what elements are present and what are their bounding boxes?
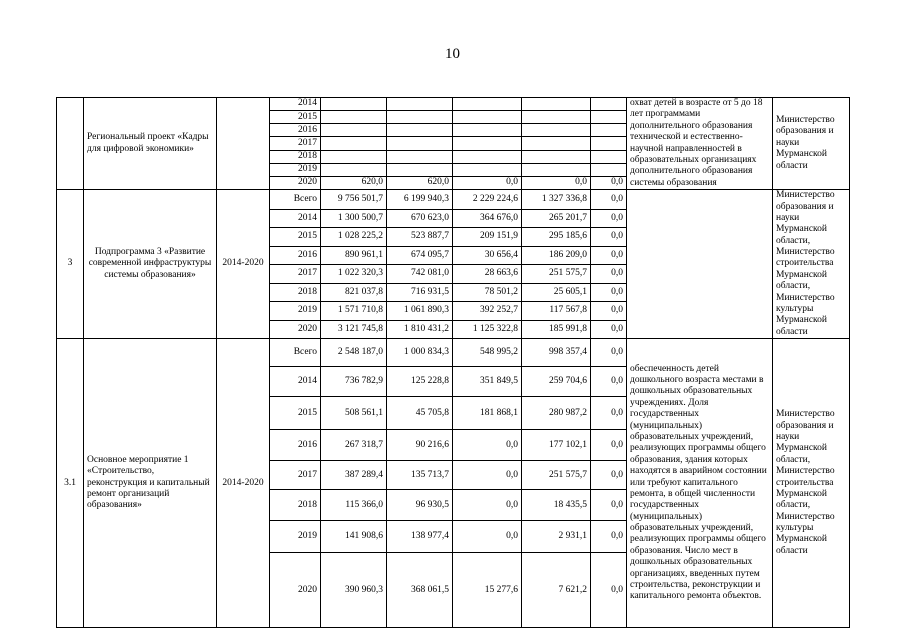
federal-cell: 209 151,9: [453, 228, 522, 246]
local-cell: 2 931,1: [522, 521, 591, 553]
federal-cell: 0,0: [453, 430, 522, 461]
regional-cell: 1 810 431,2: [387, 320, 453, 339]
federal-cell: 2 229 224,6: [453, 190, 522, 210]
regional-cell: 125 228,8: [387, 367, 453, 397]
s31-indicator-cell: [627, 339, 773, 628]
local-cell: 259 704,6: [522, 367, 591, 397]
regional-cell: [387, 137, 453, 150]
year-cell: 2017: [270, 461, 321, 490]
total-cell: [321, 124, 387, 137]
other-cell: 0,0: [591, 246, 627, 264]
total-cell: 890 961,1: [321, 246, 387, 264]
local-cell: 177 102,1: [522, 430, 591, 461]
indicator-cell: [627, 302, 773, 320]
year-cell: 2014: [270, 98, 321, 111]
regional-cell: 1 000 834,3: [387, 339, 453, 367]
year-cell: 2016: [270, 246, 321, 264]
other-cell: 0,0: [591, 209, 627, 227]
total-cell: 390 960,3: [321, 553, 387, 628]
table-body: [57, 98, 850, 628]
other-cell: 0,0: [591, 430, 627, 461]
total-cell: [321, 150, 387, 163]
year-cell: 2019: [270, 521, 321, 553]
total-cell: 1 028 225,2: [321, 228, 387, 246]
local-cell: [522, 137, 591, 150]
total-cell: 267 318,7: [321, 430, 387, 461]
local-cell: 7 621,2: [522, 553, 591, 628]
s1-number-cell: [57, 98, 84, 190]
s3-number-cell: 3: [57, 190, 84, 339]
local-cell: 25 605,1: [522, 283, 591, 301]
table-row: [57, 190, 850, 210]
other-cell: 0,0: [591, 228, 627, 246]
local-cell: 265 201,7: [522, 209, 591, 227]
local-cell: 295 185,6: [522, 228, 591, 246]
other-cell: 0,0: [591, 461, 627, 490]
other-cell: 0,0: [591, 367, 627, 397]
other-cell: 0,0: [591, 320, 627, 339]
other-cell: [591, 137, 627, 150]
table-row: [57, 98, 850, 111]
s1-indicator-cell-text: охват детей в возрасте от 5 до 18 лет программами дополнительного образования технической и естественно-научной направленностей в образовательных организациях дополнительного образования системы образования: [630, 98, 763, 188]
s31-period-cell: 2014-2020: [217, 339, 270, 628]
federal-cell: 30 656,4: [453, 246, 522, 264]
local-cell: [522, 150, 591, 163]
s1-indicator-cell: [627, 98, 773, 190]
federal-cell: [453, 124, 522, 137]
regional-cell: 135 713,7: [387, 461, 453, 490]
year-cell: 2017: [270, 265, 321, 283]
federal-cell: 351 849,5: [453, 367, 522, 397]
other-cell: [591, 98, 627, 111]
s1-executor-cell: Министерство образования и науки Мурманской области: [773, 98, 850, 190]
local-cell: [522, 111, 591, 124]
year-cell: 2015: [270, 228, 321, 246]
total-cell: [321, 163, 387, 176]
total-cell: 115 366,0: [321, 490, 387, 521]
regional-cell: [387, 124, 453, 137]
other-cell: 0,0: [591, 339, 627, 367]
local-cell: 186 209,0: [522, 246, 591, 264]
federal-cell: [453, 137, 522, 150]
total-cell: 508 561,1: [321, 397, 387, 430]
s31-name-cell: Основное мероприятие 1 «Строительство, реконструкция и капитальный ремонт организаций образования»: [84, 339, 217, 628]
regional-cell: 716 931,5: [387, 283, 453, 301]
s3-name-cell: Подпрограмма 3 «Развитие современной инфраструктуры системы образования»: [84, 190, 217, 339]
other-cell: [591, 124, 627, 137]
indicator-cell: [627, 246, 773, 264]
local-cell: 0,0: [522, 176, 591, 189]
s1-period-cell: [217, 98, 270, 190]
regional-cell: [387, 98, 453, 111]
local-cell: 18 435,5: [522, 490, 591, 521]
regional-cell: 6 199 940,3: [387, 190, 453, 210]
indicator-cell: [627, 228, 773, 246]
year-cell: 2016: [270, 430, 321, 461]
regional-cell: 45 705,8: [387, 397, 453, 430]
federal-cell: 0,0: [453, 521, 522, 553]
regional-cell: 96 930,5: [387, 490, 453, 521]
other-cell: [591, 150, 627, 163]
federal-cell: 181 868,1: [453, 397, 522, 430]
indicator-cell: [627, 265, 773, 283]
federal-cell: 0,0: [453, 461, 522, 490]
local-cell: 117 567,8: [522, 302, 591, 320]
s3-period-cell: 2014-2020: [217, 190, 270, 339]
federal-cell: 15 277,6: [453, 553, 522, 628]
year-cell: 2016: [270, 124, 321, 137]
year-cell: 2018: [270, 490, 321, 521]
s31-number-cell: 3.1: [57, 339, 84, 628]
federal-cell: 1 125 322,8: [453, 320, 522, 339]
other-cell: 0,0: [591, 397, 627, 430]
s3-executor-cell: Министерство образования и науки Мурманской области, Министерство строительства Мурманской области, Министерство культуры Мурманской области: [773, 190, 850, 339]
regional-cell: 742 081,0: [387, 265, 453, 283]
federal-cell: [453, 150, 522, 163]
other-cell: 0,0: [591, 302, 627, 320]
total-cell: 9 756 501,7: [321, 190, 387, 210]
local-cell: 251 575,7: [522, 461, 591, 490]
year-cell: 2019: [270, 302, 321, 320]
year-cell: 2017: [270, 137, 321, 150]
federal-cell: 0,0: [453, 490, 522, 521]
regional-cell: 523 887,7: [387, 228, 453, 246]
total-cell: 141 908,6: [321, 521, 387, 553]
year-cell: 2018: [270, 150, 321, 163]
total-cell: [321, 98, 387, 111]
total-cell: 387 289,4: [321, 461, 387, 490]
regional-cell: 368 061,5: [387, 553, 453, 628]
budget-table: [56, 97, 850, 628]
local-cell: [522, 98, 591, 111]
regional-cell: 90 216,6: [387, 430, 453, 461]
local-cell: [522, 163, 591, 176]
other-cell: 0,0: [591, 176, 627, 189]
other-cell: [591, 163, 627, 176]
other-cell: 0,0: [591, 265, 627, 283]
regional-cell: 620,0: [387, 176, 453, 189]
year-cell: 2015: [270, 111, 321, 124]
total-cell: 1 022 320,3: [321, 265, 387, 283]
indicator-cell: [627, 190, 773, 210]
year-cell: Всего: [270, 339, 321, 367]
total-cell: 2 548 187,0: [321, 339, 387, 367]
regional-cell: [387, 163, 453, 176]
local-cell: 251 575,7: [522, 265, 591, 283]
regional-cell: 1 061 890,3: [387, 302, 453, 320]
other-cell: 0,0: [591, 283, 627, 301]
federal-cell: 364 676,0: [453, 209, 522, 227]
other-cell: 0,0: [591, 521, 627, 553]
total-cell: [321, 111, 387, 124]
total-cell: 1 571 710,8: [321, 302, 387, 320]
indicator-cell: [627, 283, 773, 301]
local-cell: 998 357,4: [522, 339, 591, 367]
regional-cell: 674 095,7: [387, 246, 453, 264]
federal-cell: [453, 98, 522, 111]
s31-indicator-cell-text: обеспеченность детей дошкольного возраста местами в дошкольных образовательных учреждениях. Доля государственных (муниципальных) образовательных учреждений, реализующих программы общего образования, здания которых находятся в аварийном состоянии или требуют капитального ремонта, в общей численности государственных (муниципальных) образовательных учреждений, реализующих программы общего образования. Число мест в дошкольных образовательных организациях, введенных путем строительства, реконструкции и капитального ремонта объектов.: [630, 363, 767, 602]
regional-cell: [387, 150, 453, 163]
year-cell: 2014: [270, 367, 321, 397]
regional-cell: [387, 111, 453, 124]
local-cell: 280 987,2: [522, 397, 591, 430]
local-cell: 185 991,8: [522, 320, 591, 339]
table-row: [57, 339, 850, 367]
year-cell: 2018: [270, 283, 321, 301]
total-cell: [321, 137, 387, 150]
other-cell: 0,0: [591, 490, 627, 521]
s31-executor-cell: Министерство образования и науки Мурманской области, Министерство строительства Мурманской области, Министерство культуры Мурманской области: [773, 339, 850, 628]
other-cell: 0,0: [591, 190, 627, 210]
s1-name-cell: Региональный проект «Кадры для цифровой экономики»: [84, 98, 217, 190]
federal-cell: [453, 111, 522, 124]
total-cell: 620,0: [321, 176, 387, 189]
regional-cell: 138 977,4: [387, 521, 453, 553]
page-number: 10: [445, 46, 460, 62]
federal-cell: 392 252,7: [453, 302, 522, 320]
year-cell: 2020: [270, 320, 321, 339]
total-cell: 1 300 500,7: [321, 209, 387, 227]
year-cell: Всего: [270, 190, 321, 210]
indicator-cell: [627, 320, 773, 339]
year-cell: 2020: [270, 176, 321, 189]
federal-cell: 78 501,2: [453, 283, 522, 301]
year-cell: 2015: [270, 397, 321, 430]
indicator-cell: [627, 209, 773, 227]
year-cell: 2020: [270, 553, 321, 628]
total-cell: 3 121 745,8: [321, 320, 387, 339]
federal-cell: 548 995,2: [453, 339, 522, 367]
regional-cell: 670 623,0: [387, 209, 453, 227]
federal-cell: 28 663,6: [453, 265, 522, 283]
other-cell: [591, 111, 627, 124]
total-cell: 736 782,9: [321, 367, 387, 397]
other-cell: 0,0: [591, 553, 627, 628]
year-cell: 2019: [270, 163, 321, 176]
federal-cell: [453, 163, 522, 176]
local-cell: 1 327 336,8: [522, 190, 591, 210]
total-cell: 821 037,8: [321, 283, 387, 301]
year-cell: 2014: [270, 209, 321, 227]
federal-cell: 0,0: [453, 176, 522, 189]
local-cell: [522, 124, 591, 137]
